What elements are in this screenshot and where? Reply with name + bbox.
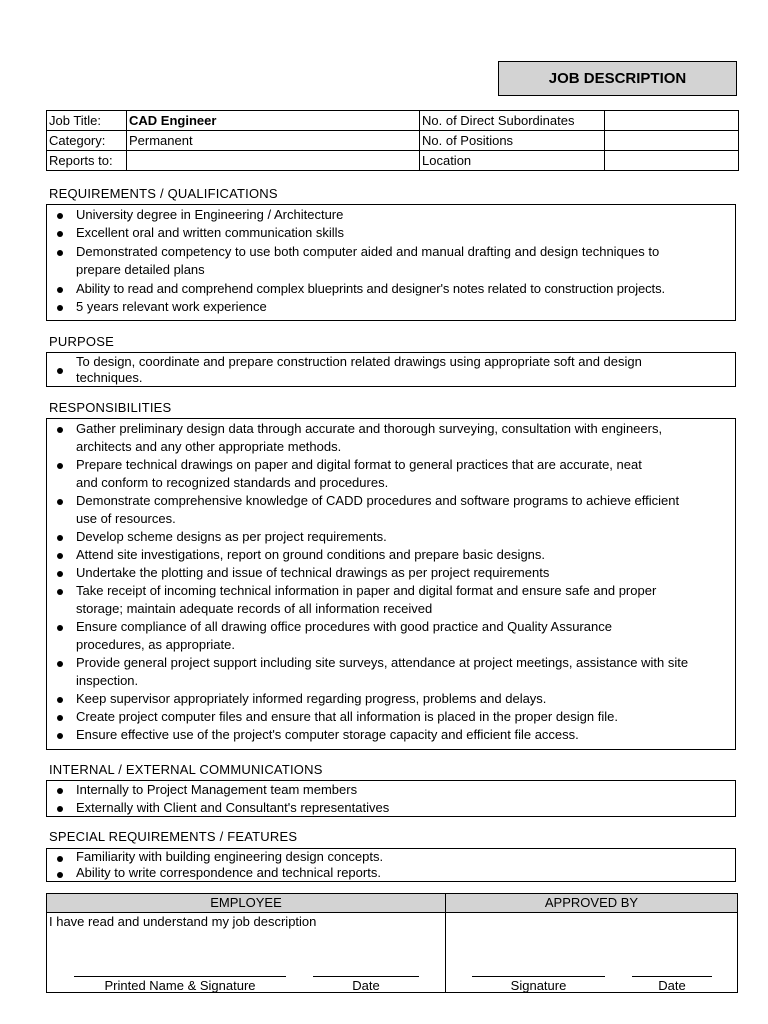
- list-item: Internally to Project Management team members: [47, 781, 735, 799]
- category-value: Permanent: [127, 131, 420, 151]
- list-item: Externally with Client and Consultant's representatives: [47, 799, 735, 817]
- special-box: [46, 848, 736, 882]
- list-item: Attend site investigations, report on ground conditions and prepare basic designs.: [47, 546, 717, 564]
- signoff-table: [46, 893, 738, 993]
- purpose-heading: PURPOSE: [49, 334, 114, 349]
- positions-value: [605, 131, 739, 151]
- job-title-value: CAD Engineer: [127, 111, 420, 131]
- communications-box: [46, 780, 736, 817]
- list-item: Take receipt of incoming technical information in paper and digital format and ensure safe and proper storage; maintain adequate records of all information received: [47, 582, 717, 618]
- requirements-box: [46, 204, 736, 321]
- job-title-label: Job Title:: [47, 111, 127, 131]
- list-item: Ability to read and comprehend complex blueprints and designer's notes related to construction projects.: [47, 280, 735, 298]
- communications-heading: INTERNAL / EXTERNAL COMMUNICATIONS: [49, 762, 323, 777]
- list-item: Demonstrated competency to use both computer aided and manual drafting and design techniques to prepare detailed plans: [47, 243, 735, 279]
- job-info-table: [46, 110, 739, 171]
- location-label: Location: [420, 151, 605, 171]
- responsibilities-box: [46, 418, 736, 750]
- list-item: Ensure compliance of all drawing office procedures with good practice and Quality Assurance procedures, as appropriate.: [47, 618, 717, 654]
- list-item: Develop scheme designs as per project requirements.: [47, 528, 717, 546]
- approver-signature-line: [472, 976, 605, 977]
- list-item: Ensure effective use of the project's computer storage capacity and efficient file access.: [47, 726, 717, 744]
- list-item: Familiarity with building engineering design concepts.: [47, 849, 735, 865]
- employee-heading: EMPLOYEE: [47, 894, 445, 913]
- responsibilities-heading: RESPONSIBILITIES: [49, 400, 172, 415]
- list-item: 5 years relevant work experience: [47, 298, 735, 316]
- list-item: To design, coordinate and prepare construction related drawings using appropriate soft and design techniques.: [47, 353, 735, 386]
- special-heading: SPECIAL REQUIREMENTS / FEATURES: [49, 829, 298, 844]
- reports-to-label: Reports to:: [47, 151, 127, 171]
- approver-signature-label: Signature: [510, 978, 567, 993]
- list-item: Undertake the plotting and issue of technical drawings as per project requirements: [47, 564, 717, 582]
- printed-name-label: Printed Name & Signature: [104, 978, 256, 993]
- list-item: Create project computer files and ensure that all information is placed in the proper design file.: [47, 708, 717, 726]
- approved-heading: APPROVED BY: [446, 894, 737, 913]
- list-item: Ability to write correspondence and technical reports.: [47, 865, 735, 881]
- divider: [445, 894, 446, 992]
- printed-name-line: [74, 976, 286, 977]
- approver-date-line: [632, 976, 712, 977]
- list-item: Provide general project support including site surveys, attendance at project meetings, assistance with site inspection.: [47, 654, 717, 690]
- purpose-box: [46, 352, 736, 387]
- positions-label: No. of Positions: [420, 131, 605, 151]
- subordinates-value: [605, 111, 739, 131]
- list-item: Excellent oral and written communication skills: [47, 224, 735, 242]
- page-title: JOB DESCRIPTION: [498, 61, 737, 96]
- subordinates-label: No. of Direct Subordinates: [420, 111, 605, 131]
- category-label: Category:: [47, 131, 127, 151]
- list-item: Keep supervisor appropriately informed regarding progress, problems and delays.: [47, 690, 717, 708]
- list-item: University degree in Engineering / Architecture: [47, 206, 735, 224]
- requirements-heading: REQUIREMENTS / QUALIFICATIONS: [49, 186, 278, 201]
- reports-to-value: [127, 151, 420, 171]
- list-item: Demonstrate comprehensive knowledge of CADD procedures and software programs to achieve efficient use of resources.: [47, 492, 717, 528]
- list-item: Prepare technical drawings on paper and digital format to general practices that are accurate, neat and conform to recognized standards and procedures.: [47, 456, 717, 492]
- list-item: Gather preliminary design data through accurate and thorough surveying, consultation with engineers, architects and any other appropriate methods.: [47, 420, 717, 456]
- location-value: [605, 151, 739, 171]
- approver-date-label: Date: [658, 978, 686, 993]
- employee-date-label: Date: [352, 978, 380, 993]
- employee-date-line: [313, 976, 419, 977]
- acknowledgement-statement: I have read and understand my job description: [49, 914, 317, 929]
